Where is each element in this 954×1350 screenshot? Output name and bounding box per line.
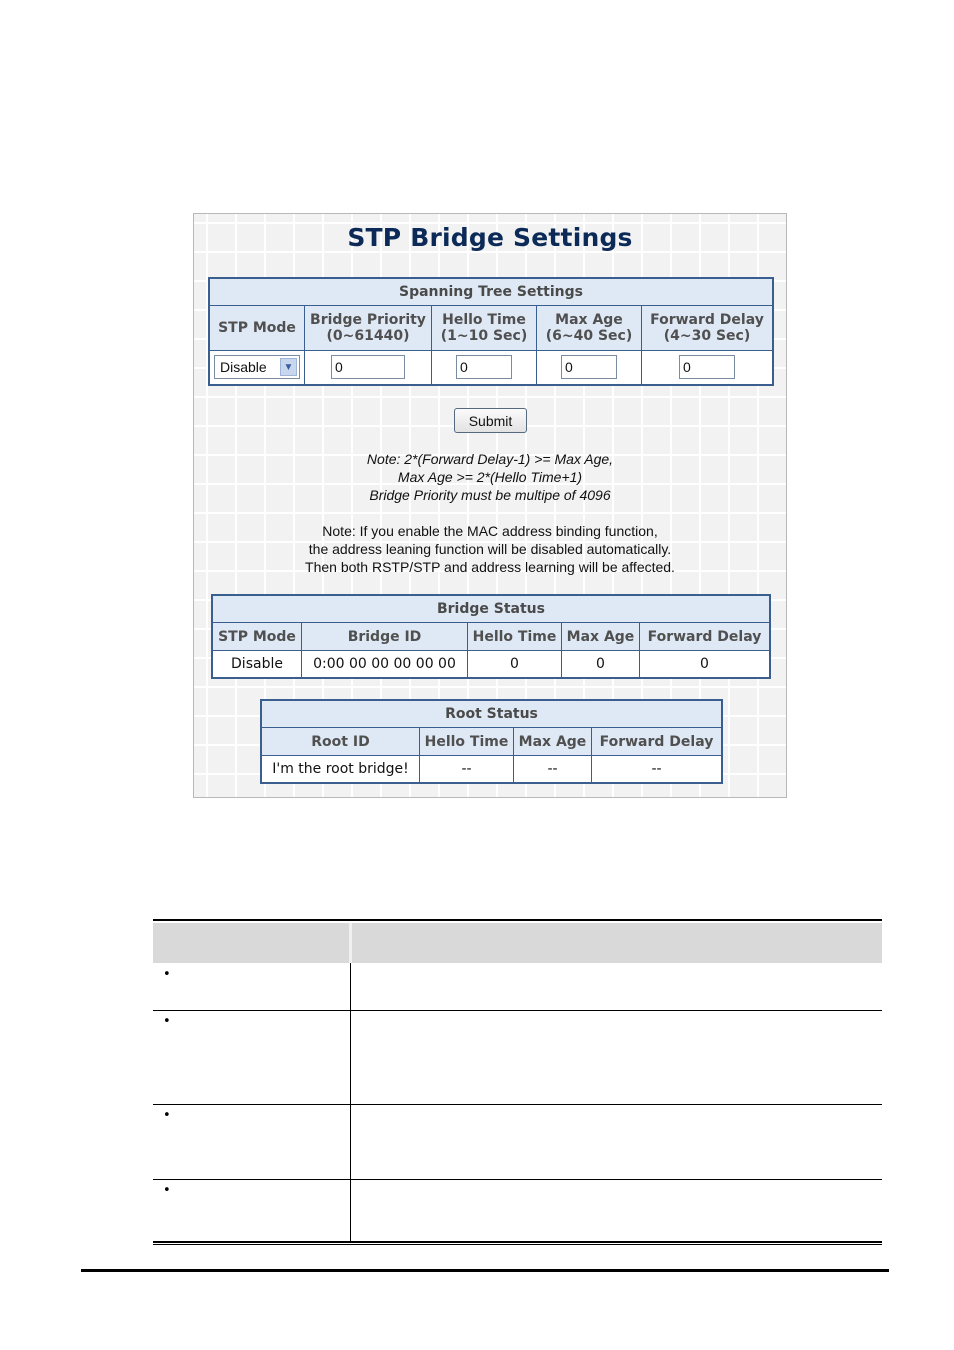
header-stp-mode: STP Mode: [209, 306, 305, 351]
table-row-bullet: •: [163, 1183, 171, 1198]
submit-button[interactable]: Submit: [454, 408, 527, 433]
bridge-max-age-value: 0: [562, 651, 640, 678]
root-forward-delay-value: --: [592, 756, 723, 783]
root-header-hello-time: Hello Time: [420, 728, 514, 756]
table-bottom-rule-thin: [153, 1244, 882, 1245]
table-row-bullet: •: [163, 1014, 171, 1029]
root-status-table: [260, 699, 723, 784]
stp-mode-select[interactable]: Disable ▼: [214, 355, 300, 379]
hello-time-input[interactable]: 0: [456, 355, 512, 379]
note-timing-rules: Note: 2*(Forward Delay-1) >= Max Age, Max Age >= 2*(Hello Time+1) Bridge Priority must be multipe of 4096: [366, 451, 614, 503]
root-id-value: I'm the root bridge!: [261, 756, 420, 783]
root-header-forward-delay: Forward Delay: [592, 728, 723, 756]
table-row-bullet: •: [163, 967, 171, 982]
header-forward-delay: Forward Delay (4~30 Sec): [642, 306, 774, 351]
header-max-age: Max Age (6~40 Sec): [537, 306, 642, 351]
forward-delay-input[interactable]: 0: [679, 355, 735, 379]
table-bottom-rule: [153, 1241, 882, 1243]
table-header-divider: [349, 923, 352, 963]
bridge-stp-mode-value: Disable: [212, 651, 302, 678]
table-top-rule: [153, 919, 882, 921]
bridge-status-caption: Bridge Status: [212, 595, 770, 623]
table-row-bullet: •: [163, 1108, 171, 1123]
bridge-priority-input[interactable]: 0: [331, 355, 405, 379]
stp-bridge-settings-panel: [193, 213, 787, 798]
page-title: STP Bridge Settings: [347, 223, 633, 252]
description-table: [153, 919, 882, 1245]
header-hello-time: Hello Time (1~10 Sec): [432, 306, 537, 351]
note-mac-binding: Note: If you enable the MAC address binding function, the address leaning function will be disabled automatically. Then both RSTP/STP and address learning will be affected.: [305, 523, 675, 575]
table-header-row: [153, 923, 882, 963]
table-column-divider: [350, 963, 351, 1242]
bridge-header-forward-delay: Forward Delay: [640, 623, 771, 651]
bridge-id-value: 0:00 00 00 00 00 00: [302, 651, 468, 678]
root-header-max-age: Max Age: [514, 728, 592, 756]
root-status-caption: Root Status: [261, 700, 722, 728]
bridge-header-stp-mode: STP Mode: [212, 623, 302, 651]
bridge-status-table: [211, 594, 771, 679]
page-footer-rule: [81, 1269, 889, 1272]
header-bridge-priority: Bridge Priority (0~61440): [305, 306, 432, 351]
table-row-divider: [153, 1104, 882, 1105]
bridge-header-max-age: Max Age: [562, 623, 640, 651]
bridge-hello-time-value: 0: [468, 651, 562, 678]
bridge-forward-delay-value: 0: [640, 651, 771, 678]
bridge-header-bridge-id: Bridge ID: [302, 623, 468, 651]
spanning-tree-caption: Spanning Tree Settings: [209, 278, 773, 306]
table-row-divider: [153, 1010, 882, 1011]
root-hello-time-value: --: [420, 756, 514, 783]
chevron-down-icon[interactable]: ▼: [280, 358, 297, 376]
table-row-divider: [153, 1179, 882, 1180]
root-max-age-value: --: [514, 756, 592, 783]
max-age-input[interactable]: 0: [561, 355, 617, 379]
spanning-tree-settings-table: [208, 277, 774, 386]
bridge-header-hello-time: Hello Time: [468, 623, 562, 651]
root-header-root-id: Root ID: [261, 728, 420, 756]
